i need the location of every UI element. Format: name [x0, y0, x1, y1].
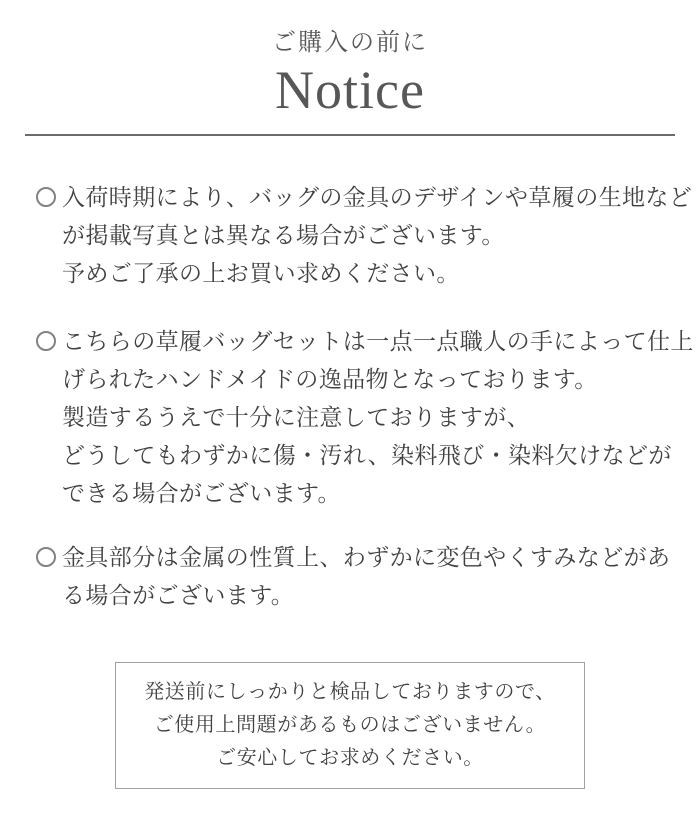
notice-line: どうしてもわずかに傷・汚れ、染料飛び・染料欠けなどが	[62, 442, 672, 468]
divider-rule	[25, 134, 675, 136]
bullet-column	[36, 322, 62, 351]
notice-item	[36, 538, 696, 614]
page-subtitle: ご購入の前に	[272, 30, 428, 56]
bullet-column	[36, 538, 62, 567]
notice-line: 入荷時期により、バッグの金具のデザインや草履の生地など	[62, 184, 693, 210]
notice-text	[62, 538, 696, 614]
notice-line: こちらの草履バッグセットは一点一点職人の手によって仕上	[62, 328, 694, 354]
notice-line: 金具部分は金属の性質上、わずかに変色やくすみなどがあ	[62, 544, 671, 570]
circle-bullet-icon	[36, 331, 56, 351]
notice-list	[0, 178, 700, 614]
assurance-line: ご使用上問題があるものはございません。	[153, 714, 547, 736]
notice-line: できる場合がございます。	[62, 480, 341, 506]
notice-item	[36, 178, 696, 292]
assurance-box	[115, 662, 585, 789]
notice-line: げられたハンドメイドの逸品物となっております。	[62, 366, 598, 392]
circle-bullet-icon	[36, 547, 56, 567]
assurance-line: ご安心してお求めください。	[216, 747, 484, 769]
notice-text	[62, 322, 696, 512]
notice-line: 製造するうえで十分に注意しておりますが、	[62, 404, 530, 430]
notice-line: が掲載写真とは異なる場合がございます。	[62, 222, 505, 248]
notice-line: る場合がございます。	[62, 582, 295, 608]
assurance-line: 発送前にしっかりと検品しておりますので、	[144, 681, 556, 703]
bullet-column	[36, 178, 62, 207]
page-title: Notice	[275, 60, 425, 120]
notice-line: 予めご了承の上お買い求めください。	[62, 260, 460, 286]
circle-bullet-icon	[36, 187, 56, 207]
page-header	[0, 0, 700, 120]
notice-text	[62, 178, 696, 292]
notice-item	[36, 322, 696, 512]
